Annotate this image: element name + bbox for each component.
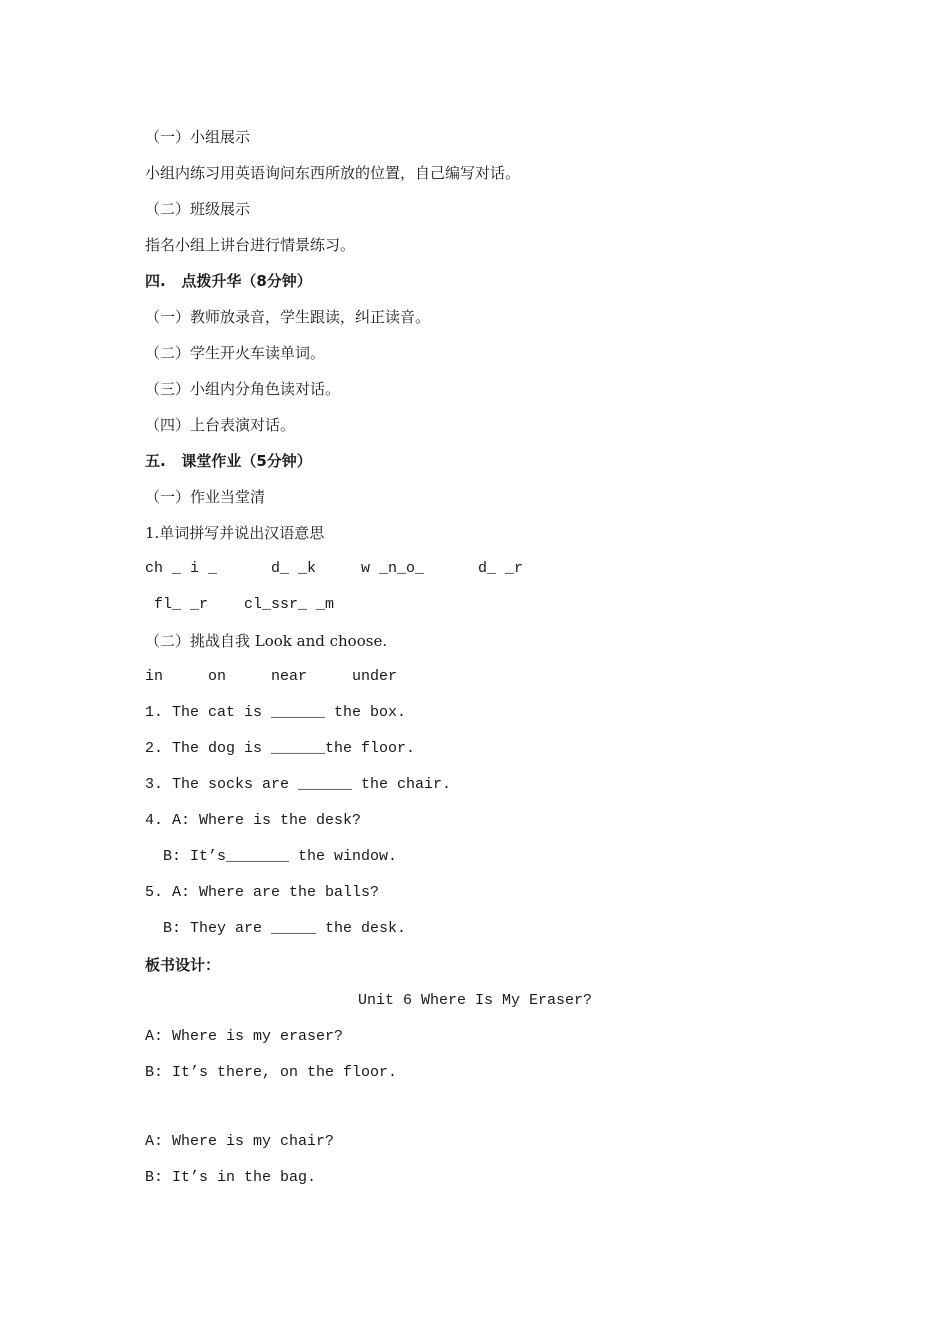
exercise-4-answer: B: It’s_______ the window. (145, 848, 398, 865)
exercise-1: 1. The cat is ______ the box. (145, 704, 407, 721)
heading-four: 四. 点拨升华（8分钟） (145, 272, 312, 290)
exercise-2: 2. The dog is ______the floor. (145, 740, 416, 757)
step-2: （二）学生开火车读单词。 (145, 344, 326, 362)
exercise-4-question: 4. A: Where is the desk? (145, 812, 362, 829)
challenge-heading: （二）挑战自我 Look and choose. (145, 632, 388, 650)
spelling-words-row-1: ch _ i _ d_ _k w _n_o_ d_ _r (145, 560, 524, 577)
exercise-5-answer: B: They are _____ the desk. (145, 920, 407, 937)
step-3: （三）小组内分角色读对话。 (145, 380, 341, 398)
step-1: （一）教师放录音，学生跟读，纠正读音。 (145, 308, 431, 326)
section-group-show: （一）小组展示 (145, 128, 251, 146)
word-choices: in on near under (145, 668, 398, 685)
homework-subheading: （一）作业当堂清 (145, 488, 266, 506)
dialogue-1-question: A: Where is my eraser? (145, 1028, 344, 1045)
dialogue-2-answer: B: It’s in the bag. (145, 1169, 317, 1186)
board-title: Unit 6 Where Is My Eraser? (357, 992, 593, 1009)
dialogue-2-question: A: Where is my chair? (145, 1133, 335, 1150)
exercise-5-question: 5. A: Where are the balls? (145, 884, 380, 901)
group-show-text: 小组内练习用英语询问东西所放的位置，自己编写对话。 (145, 164, 521, 182)
dialogue-1-answer: B: It’s there, on the floor. (145, 1064, 398, 1081)
class-show-text: 指名小组上讲台进行情景练习。 (145, 236, 356, 254)
spelling-words-row-2: fl_ _r cl_ssr_ _m (145, 596, 335, 613)
spelling-instruction: 1.单词拼写并说出汉语意思 (145, 524, 325, 542)
heading-five: 五. 课堂作业（5分钟） (145, 452, 312, 470)
section-class-show: （二）班级展示 (145, 200, 251, 218)
step-4: （四）上台表演对话。 (145, 416, 296, 434)
exercise-3: 3. The socks are ______ the chair. (145, 776, 452, 793)
board-design-heading: 板书设计： (145, 956, 221, 974)
